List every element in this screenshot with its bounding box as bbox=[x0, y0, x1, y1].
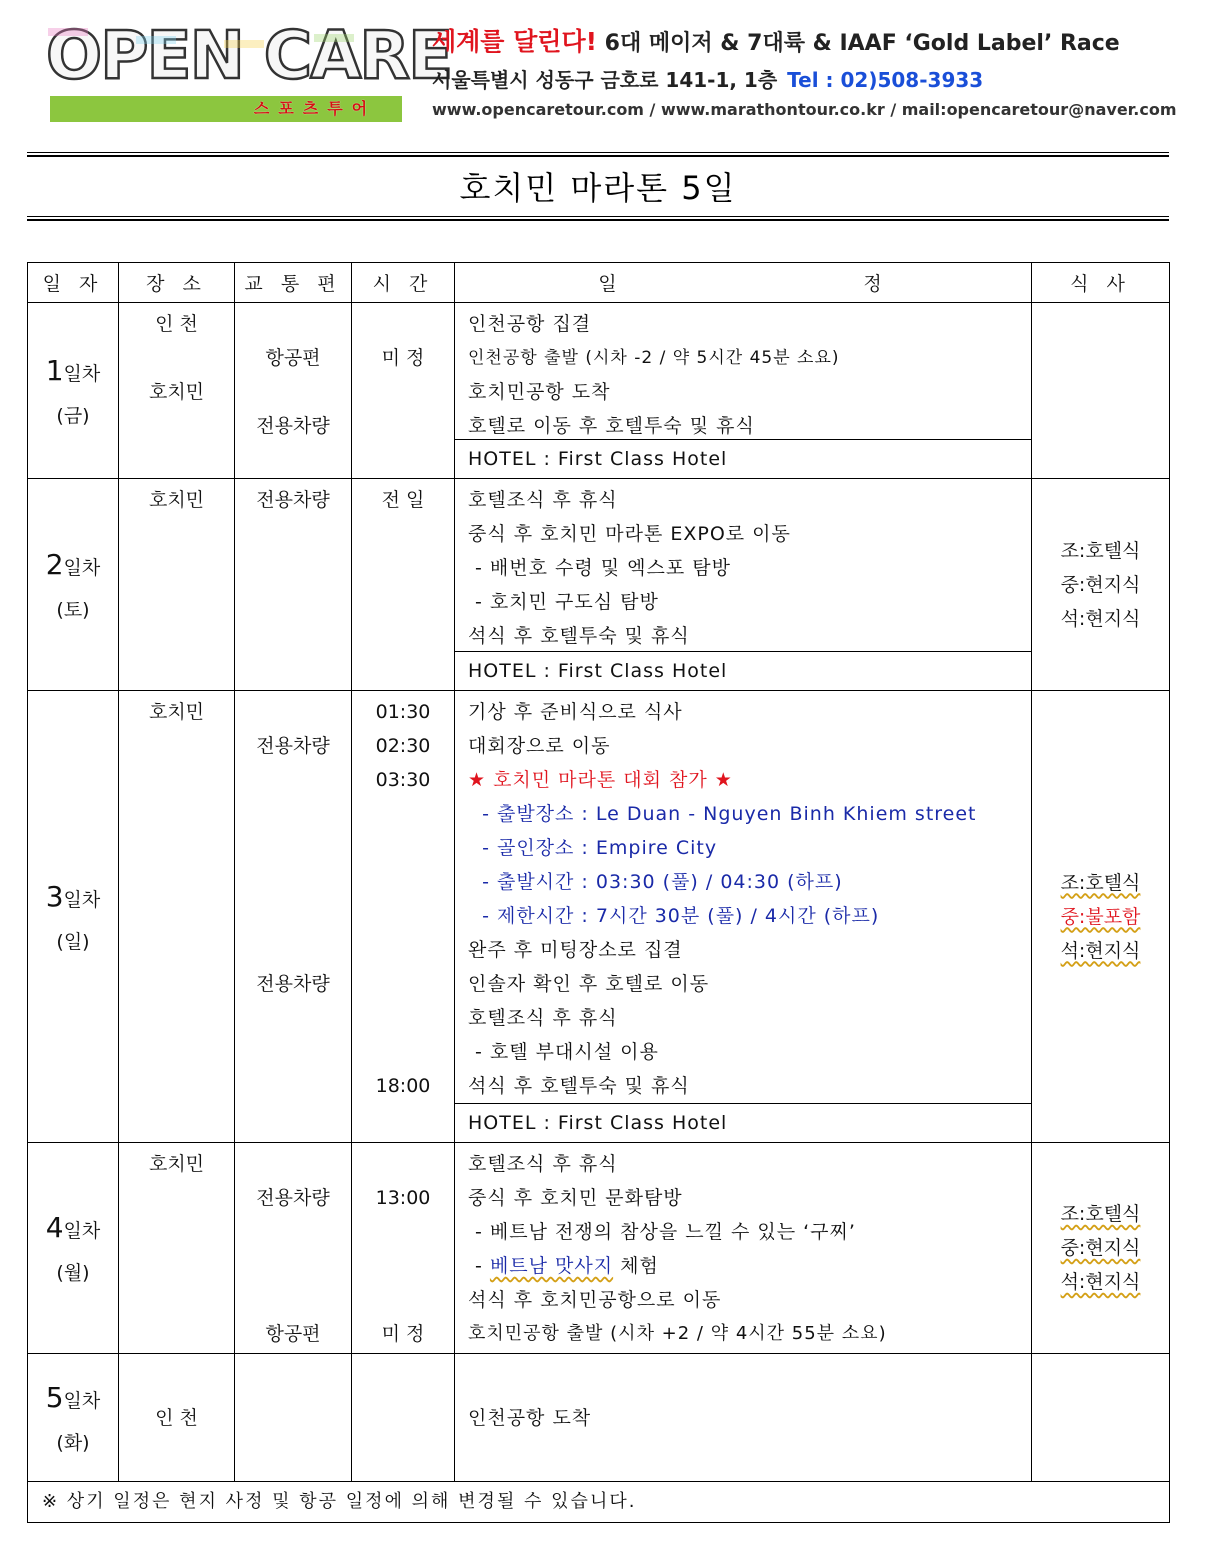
transport-cell: 전용차량 항공편 bbox=[235, 1143, 352, 1354]
time-cell: 01:30 02:30 03:30 18:00 bbox=[352, 691, 455, 1143]
title-rule-top bbox=[27, 152, 1169, 157]
col-schedule: 일 정 bbox=[455, 263, 1032, 303]
col-date: 일 자 bbox=[28, 263, 119, 303]
schedule-cell: 호텔조식 후 휴식 중식 후 호치민 마라톤 EXPO로 이동 - 배번호 수령 및 엑스포 탐방 - 호치민 구도심 탐방 석식 후 호텔투숙 및 휴식 HOTEL : First Class Hotel bbox=[455, 479, 1032, 691]
logo-text: OPEN CARE bbox=[46, 17, 452, 94]
time-cell bbox=[352, 1354, 455, 1482]
day-label: 5일차 (화) bbox=[28, 1354, 119, 1482]
address-text: 서울특별시 성동구 금호로 141-1, 1층 bbox=[432, 68, 778, 92]
meal-cell: 조:호텔식 중:현지식 석:현지식 bbox=[1032, 1143, 1170, 1354]
table-header-row bbox=[28, 263, 1170, 303]
place-cell: 호치민 bbox=[119, 1143, 235, 1354]
day-label: 2일차 (토) bbox=[28, 479, 119, 691]
place-cell: 인 천 호치민 bbox=[119, 303, 235, 479]
race-highlight: ★ 호치민 마라톤 대회 참가 ★ bbox=[468, 769, 733, 791]
transport-cell: 전용차량 전용차량 bbox=[235, 691, 352, 1143]
slogan-red: 세계를 달린다! bbox=[432, 27, 598, 56]
day-label: 1일차 (금) bbox=[28, 303, 119, 479]
meal-cell: 조:호텔식 중:불포함 석:현지식 bbox=[1032, 691, 1170, 1143]
hotel-info: HOTEL : First Class Hotel bbox=[455, 651, 1031, 689]
note-row bbox=[28, 1482, 1170, 1523]
page-title: 호치민 마라톤 5일 bbox=[459, 169, 737, 207]
col-transport: 교 통 편 bbox=[235, 263, 352, 303]
meal-cell bbox=[1032, 303, 1170, 479]
col-time: 시 간 bbox=[352, 263, 455, 303]
web-links[interactable]: www.opencaretour.com / www.marathontour.co.kr / mail:opencaretour@naver.com bbox=[432, 100, 1177, 119]
col-meal: 식 사 bbox=[1032, 263, 1170, 303]
telephone: Tel : 02)508-3933 bbox=[787, 68, 984, 92]
day-label: 4일차 (월) bbox=[28, 1143, 119, 1354]
letterhead bbox=[0, 0, 1207, 140]
slogan bbox=[432, 22, 1120, 58]
transport-cell: 항공편 전용차량 bbox=[235, 303, 352, 479]
hotel-info: HOTEL : First Class Hotel bbox=[455, 439, 1031, 477]
table-row-day-3 bbox=[28, 691, 1170, 1143]
schedule-cell: 기상 후 준비식으로 식사 대회장으로 이동 ★ 호치민 마라톤 대회 참가 ★ - 출발장소 : Le Duan - Nguyen Binh Khiem street - 골인장소 : Empire City - 출발시간 : 03:30 (풀) / 04:30 (하프) - 제한시간 : 7시간 30분 (풀) / 4시간 (하프) 완주 후 미팅장소로 집결 인솔자 확인 후 호텔로 이동 호텔조식 후 휴식 - 호텔 부대시설 이용 석식 후 호텔투숙 및 휴식 HOTEL : First Class Hotel bbox=[455, 691, 1032, 1143]
address bbox=[432, 64, 983, 93]
transport-cell bbox=[235, 1354, 352, 1482]
massage-highlight: 베트남 맛사지 bbox=[489, 1255, 614, 1277]
meal-cell: 조:호텔식 중:현지식 석:현지식 bbox=[1032, 479, 1170, 691]
table-row-day-2 bbox=[28, 479, 1170, 691]
time-cell: 미 정 bbox=[352, 303, 455, 479]
table-row-day-4 bbox=[28, 1143, 1170, 1354]
table-row-day-5 bbox=[28, 1354, 1170, 1482]
itinerary-table bbox=[27, 262, 1170, 1523]
day-label: 3일차 (일) bbox=[28, 691, 119, 1143]
schedule-cell: 인천공항 도착 bbox=[455, 1354, 1032, 1482]
opencare-logo bbox=[44, 16, 452, 96]
title-rule-bottom bbox=[27, 216, 1169, 221]
transport-cell: 전용차량 bbox=[235, 479, 352, 691]
logo-subtitle: 스포츠투어 bbox=[253, 99, 377, 118]
schedule-cell: 인천공항 집결 인천공항 출발 (시차 -2 / 약 5시간 45분 소요) 호치민공항 도착 호텔로 이동 후 호텔투숙 및 휴식 HOTEL : First Class Hotel bbox=[455, 303, 1032, 479]
schedule-cell: 호텔조식 후 휴식 중식 후 호치민 문화탐방 - 베트남 전쟁의 참상을 느낄 수 있는 ‘구찌’ - 베트남 맛사지 체험 석식 후 호치민공항으로 이동 호치민공항 출발 (시차 +2 / 약 4시간 55분 소요) bbox=[455, 1143, 1032, 1354]
meal-cell bbox=[1032, 1354, 1170, 1482]
table-row-day-1 bbox=[28, 303, 1170, 479]
hotel-info: HOTEL : First Class Hotel bbox=[455, 1103, 1031, 1141]
place-cell: 호치민 bbox=[119, 691, 235, 1143]
place-cell: 인 천 bbox=[119, 1354, 235, 1482]
place-cell: 호치민 bbox=[119, 479, 235, 691]
time-cell: 13:00 미 정 bbox=[352, 1143, 455, 1354]
slogan-rest: 6대 메이저 & 7대륙 & IAAF ‘Gold Label’ Race bbox=[597, 31, 1120, 56]
col-place: 장 소 bbox=[119, 263, 235, 303]
footnote: ※ 상기 일정은 현지 사정 및 항공 일정에 의해 변경될 수 있습니다. bbox=[28, 1482, 1170, 1523]
time-cell: 전 일 bbox=[352, 479, 455, 691]
